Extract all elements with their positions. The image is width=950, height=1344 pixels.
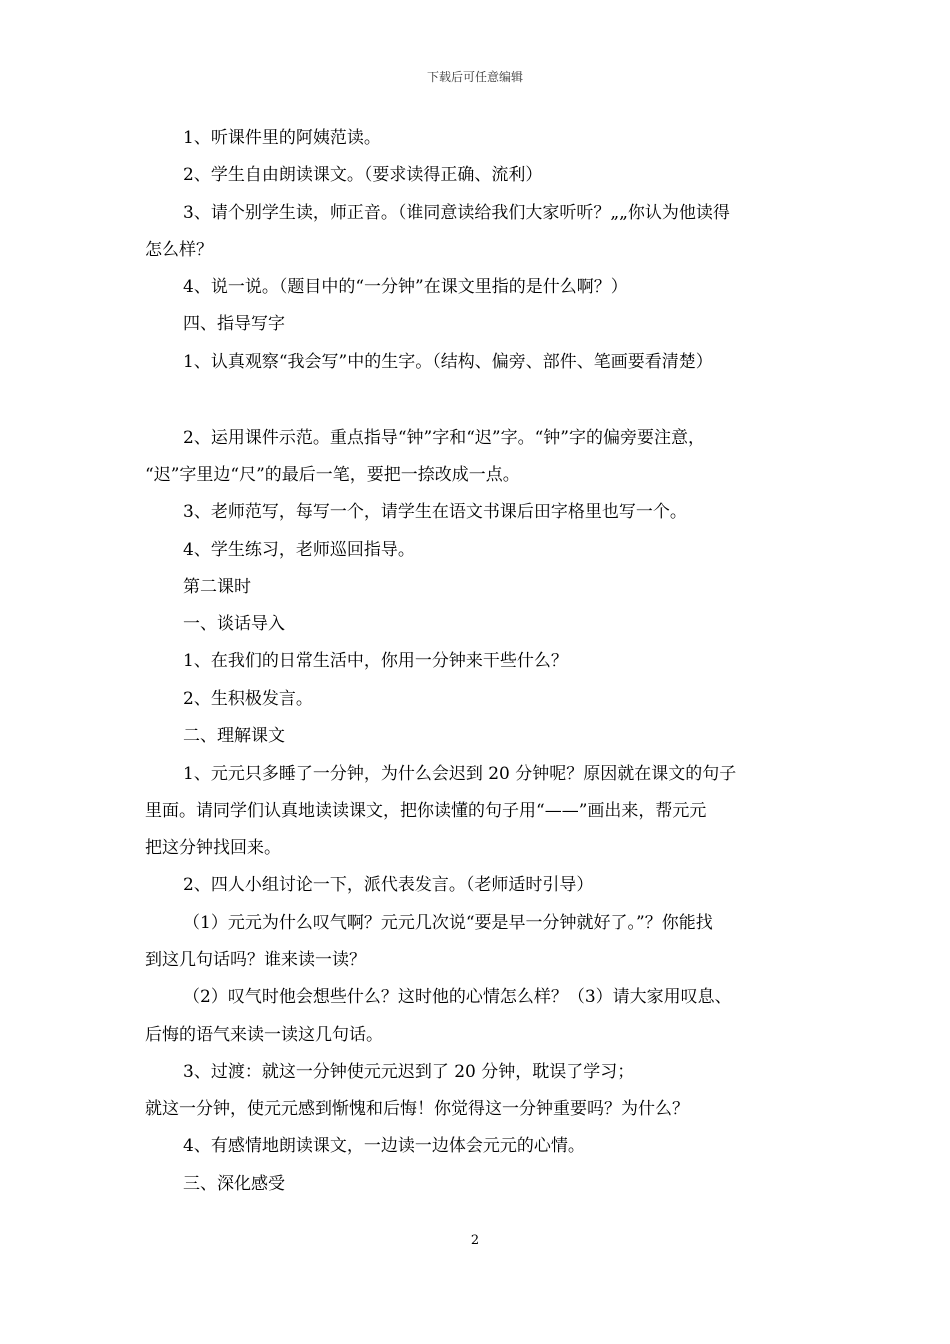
text-line: 2、四人小组讨论一下，派代表发言。（老师适时引导） — [183, 875, 594, 895]
text-line: 就这一分钟，使元元感到惭愧和后悔！你觉得这一分钟重要吗？为什么？ — [145, 1099, 689, 1119]
text-line: 2、生积极发言。 — [183, 689, 313, 709]
text-line: （1）元元为什么叹气啊？元元几次说“要是早一分钟就好了。”？你能找 — [183, 913, 713, 933]
text-line: 3、老师范写，每写一个，请学生在语文书课后田字格里也写一个。 — [183, 502, 687, 522]
text-line: 4、有感情地朗读课文，一边读一边体会元元的心情。 — [183, 1136, 585, 1156]
text-line: “迟”字里边“尺”的最后一笔，要把一捺改成一点。 — [145, 465, 520, 485]
text-line: 怎么样？ — [145, 240, 213, 260]
text-line: 里面。请同学们认真地读读课文，把你读懂的句子用“——”画出来，帮元元 — [145, 801, 707, 821]
text-line: （2）叹气时他会想些什么？这时他的心情怎么样？（3）请大家用叹息、 — [183, 987, 732, 1007]
lesson-heading: 第二课时 — [183, 577, 251, 597]
text-line: 4、学生练习，老师巡回指导。 — [183, 540, 415, 560]
section-heading: 三、深化感受 — [183, 1174, 285, 1194]
text-line: 到这几句话吗？谁来读一读？ — [145, 950, 366, 970]
page-header: 下载后可任意编辑 — [426, 70, 523, 84]
text-line: 4、说一说。（题目中的“一分钟”在课文里指的是什么啊？） — [183, 277, 628, 297]
text-line: 后悔的语气来读一读这几句话。 — [145, 1025, 383, 1045]
text-line: 3、请个别学生读，师正音。（谁同意读给我们大家听听？„„你认为他读得 — [183, 203, 730, 223]
text-line: 1、元元只多睡了一分钟，为什么会迟到 20 分钟呢？原因就在课文的句子 — [183, 764, 737, 784]
text-line: 2、学生自由朗读课文。（要求读得正确、流利） — [183, 165, 543, 185]
text-line: 1、听课件里的阿姨范读。 — [183, 128, 381, 148]
section-heading: 二、理解课文 — [183, 726, 285, 746]
text-line: 把这分钟找回来。 — [145, 838, 281, 858]
text-line: 1、在我们的日常生活中，你用一分钟来干些什么？ — [183, 651, 568, 671]
text-line: 2、运用课件示范。重点指导“钟”字和“迟”字。“钟”字的偏旁要注意， — [183, 428, 705, 448]
text-line: 1、认真观察“我会写”中的生字。（结构、偏旁、部件、笔画要看清楚） — [183, 352, 713, 372]
section-heading: 一、谈话导入 — [183, 614, 285, 634]
text-line: 3、过渡：就这一分钟使元元迟到了 20 分钟，耽误了学习； — [183, 1062, 635, 1082]
page-number: 2 — [470, 1233, 480, 1248]
section-heading: 四、指导写字 — [183, 314, 285, 334]
